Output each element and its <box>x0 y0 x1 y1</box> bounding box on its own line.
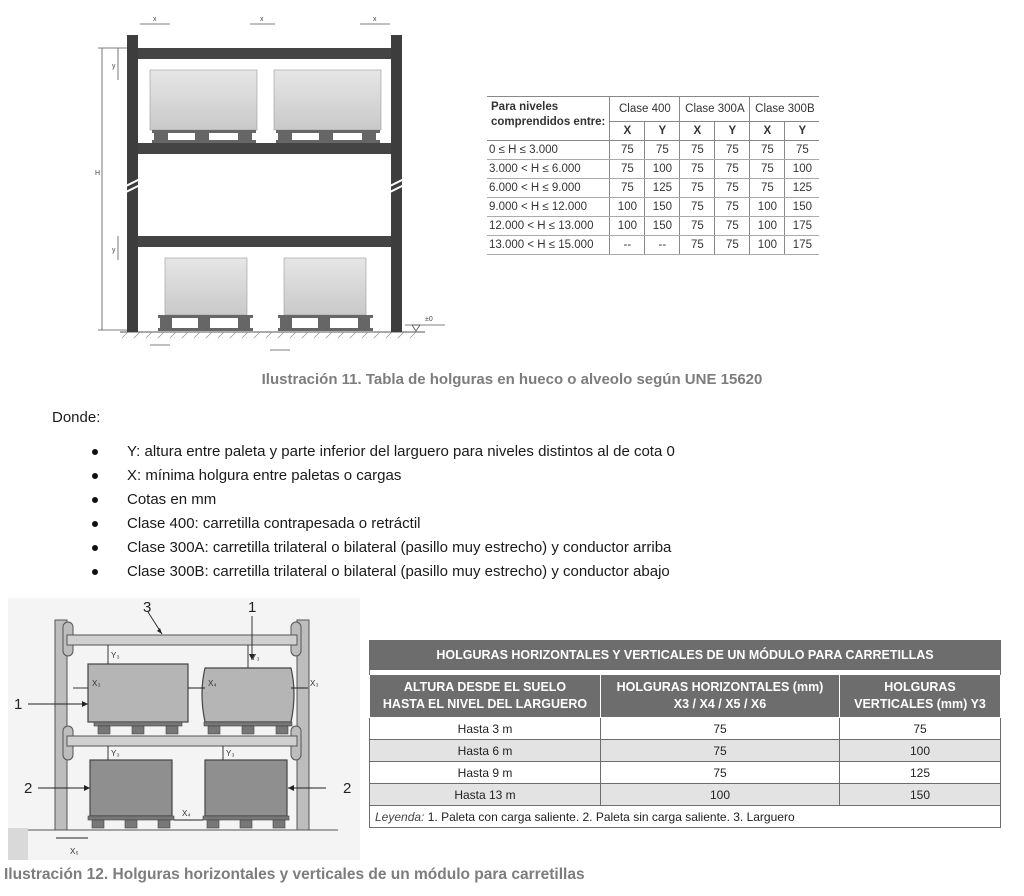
range-cell: 12.000 < H ≤ 13.000 <box>487 217 610 236</box>
height-cell: Hasta 3 m <box>370 718 601 740</box>
rack-clearance-drawing <box>90 10 450 355</box>
callout-2-left: 2 <box>24 780 33 797</box>
list-item <box>92 440 675 464</box>
value-cell: 75 <box>715 179 750 198</box>
value-cell: 75 <box>715 160 750 179</box>
horizontal-cell: 100 <box>601 784 840 806</box>
sub-header: X <box>680 122 715 141</box>
figure-11-caption: Ilustración 11. Tabla de holguras en hueco o alveolo según UNE 15620 <box>261 371 763 388</box>
value-cell: 75 <box>750 179 785 198</box>
value-cell: 100 <box>610 198 645 217</box>
list-item-text: Cotas en mm <box>127 491 217 508</box>
class-header: Clase 300A <box>680 97 750 122</box>
value-cell: 75 <box>610 141 645 160</box>
clearance-table-une15620 <box>487 96 819 255</box>
bullet-icon <box>92 545 98 551</box>
list-item-text: Clase 400: carretilla contrapesada o retráctil <box>127 515 421 532</box>
range-cell: 0 ≤ H ≤ 3.000 <box>487 141 610 160</box>
class-header: Clase 400 <box>610 97 680 122</box>
value-cell: 75 <box>680 236 715 255</box>
sub-header: Y <box>785 122 820 141</box>
value-cell: 125 <box>645 179 680 198</box>
table-row <box>370 762 1001 784</box>
list-item <box>92 512 675 536</box>
vertical-cell: 125 <box>840 762 1001 784</box>
vertical-cell: 100 <box>840 740 1001 762</box>
list-item-text: X: mínima holgura entre paletas o cargas <box>127 467 402 484</box>
dim-x-label: x <box>153 16 157 23</box>
table-row <box>487 160 819 179</box>
range-cell: 6.000 < H ≤ 9.000 <box>487 179 610 198</box>
value-cell: -- <box>645 236 680 255</box>
value-cell: 75 <box>680 198 715 217</box>
col-header-line: HOLGURAS HORIZONTALES (mm) <box>616 680 824 694</box>
value-cell: 175 <box>785 217 820 236</box>
vertical-cell: 75 <box>840 718 1001 740</box>
table-row <box>487 179 819 198</box>
vertical-cell: 150 <box>840 784 1001 806</box>
range-header-line1: Para niveles <box>491 101 559 113</box>
table-legend <box>370 806 1001 828</box>
value-cell: 100 <box>785 160 820 179</box>
value-cell: 75 <box>715 198 750 217</box>
table-title: HOLGURAS HORIZONTALES Y VERTICALES DE UN MÓDULO PARA CARRETILLAS <box>370 641 1001 670</box>
table-row <box>370 718 1001 740</box>
col-header-line: HOLGURAS <box>884 680 956 694</box>
dim-y3-label: Y₃ <box>111 651 120 660</box>
range-header-line2: comprendidos entre: <box>491 116 606 128</box>
list-item <box>92 560 675 584</box>
value-cell: 75 <box>680 179 715 198</box>
col-header-height <box>370 675 601 718</box>
table-row <box>487 217 819 236</box>
value-cell: 75 <box>680 217 715 236</box>
dim-y-label: y <box>112 63 116 70</box>
ground-level-label: ±0 <box>425 316 433 323</box>
value-cell: 100 <box>750 236 785 255</box>
range-cell: 13.000 < H ≤ 15.000 <box>487 236 610 255</box>
bullet-icon <box>92 569 98 575</box>
value-cell: 75 <box>610 179 645 198</box>
value-cell: 75 <box>680 160 715 179</box>
table-row <box>487 141 819 160</box>
list-item-text: Clase 300B: carretilla trilateral o bilateral (pasillo muy estrecho) y conductor abajo <box>127 563 670 580</box>
value-cell: 150 <box>785 198 820 217</box>
horizontal-cell: 75 <box>601 740 840 762</box>
height-cell: Hasta 9 m <box>370 762 601 784</box>
value-cell: 75 <box>715 141 750 160</box>
table-row <box>487 236 819 255</box>
value-cell: 75 <box>750 160 785 179</box>
col-header-line: ALTURA DESDE EL SUELO <box>403 680 567 694</box>
sub-header: Y <box>645 122 680 141</box>
bullet-icon <box>92 473 98 479</box>
dim-x4-label: X₄ <box>208 679 217 688</box>
value-cell: 75 <box>715 236 750 255</box>
value-cell: 75 <box>680 141 715 160</box>
dim-x4-label: X₄ <box>182 809 191 818</box>
table-row <box>370 784 1001 806</box>
range-cell: 9.000 < H ≤ 12.000 <box>487 198 610 217</box>
value-cell: 100 <box>610 217 645 236</box>
value-cell: 75 <box>645 141 680 160</box>
dim-x3-label: X₃ <box>92 679 101 688</box>
list-item <box>92 536 675 560</box>
callout-2-right: 2 <box>343 780 352 797</box>
height-cell: Hasta 6 m <box>370 740 601 762</box>
value-cell: 75 <box>785 141 820 160</box>
value-cell: 175 <box>785 236 820 255</box>
dim-x3-label: X₃ <box>310 679 319 688</box>
value-cell: 100 <box>750 217 785 236</box>
col-header-line: X3 / X4 / X5 / X6 <box>673 697 767 711</box>
callout-1: 1 <box>248 599 257 616</box>
legend-text: 1. Paleta con carga saliente. 2. Paleta sin carga saliente. 3. Larguero <box>424 809 795 824</box>
table-row <box>487 198 819 217</box>
value-cell: 150 <box>645 198 680 217</box>
sub-header: X <box>750 122 785 141</box>
dim-x-label: x <box>373 16 377 23</box>
module-clearance-drawing <box>8 598 360 860</box>
col-header-line: VERTICALES (mm) Y3 <box>854 697 986 711</box>
sub-header: X <box>610 122 645 141</box>
height-cell: Hasta 13 m <box>370 784 601 806</box>
dim-y3-label: Y₃ <box>251 653 260 662</box>
value-cell: 150 <box>645 217 680 236</box>
value-cell: 75 <box>715 217 750 236</box>
module-clearance-table <box>369 640 1001 828</box>
dim-y-label: y <box>112 247 116 254</box>
range-cell: 3.000 < H ≤ 6.000 <box>487 160 610 179</box>
dim-x5-label: X₅ <box>70 847 79 856</box>
figure-12-caption: Ilustración 12. Holguras horizontales y verticales de un módulo para carretillas <box>4 866 585 883</box>
dim-x-label: x <box>260 16 264 23</box>
value-cell: 75 <box>750 141 785 160</box>
list-item-text: Clase 300A: carretilla trilateral o bilateral (pasillo muy estrecho) y conductor arriba <box>127 539 672 556</box>
dim-y3-label: Y₃ <box>111 749 120 758</box>
callout-1-left: 1 <box>14 696 23 713</box>
sub-header: Y <box>715 122 750 141</box>
class-header: Clase 300B <box>750 97 820 122</box>
horizontal-cell: 75 <box>601 718 840 740</box>
list-item-text: Y: altura entre paleta y parte inferior del larguero para niveles distintos al de cota 0 <box>127 443 675 460</box>
definitions-list <box>92 440 675 584</box>
bullet-icon <box>92 521 98 527</box>
dim-h-label: H <box>95 170 101 177</box>
dim-y3-label: Y₃ <box>226 749 235 758</box>
table-row <box>370 740 1001 762</box>
value-cell: 125 <box>785 179 820 198</box>
col-header-line: HASTA EL NIVEL DEL LARGUERO <box>382 697 588 711</box>
list-item <box>92 488 675 512</box>
value-cell: 100 <box>645 160 680 179</box>
list-item <box>92 464 675 488</box>
bullet-icon <box>92 497 98 503</box>
bullet-icon <box>92 449 98 455</box>
range-header <box>487 97 610 141</box>
legend-label: Leyenda: <box>375 809 425 824</box>
value-cell: 100 <box>750 198 785 217</box>
value-cell: -- <box>610 236 645 255</box>
callout-3: 3 <box>143 599 152 616</box>
horizontal-cell: 75 <box>601 762 840 784</box>
col-header-horizontal <box>601 675 840 718</box>
value-cell: 75 <box>610 160 645 179</box>
col-header-vertical <box>840 675 1001 718</box>
donde-label: Donde: <box>52 409 101 426</box>
